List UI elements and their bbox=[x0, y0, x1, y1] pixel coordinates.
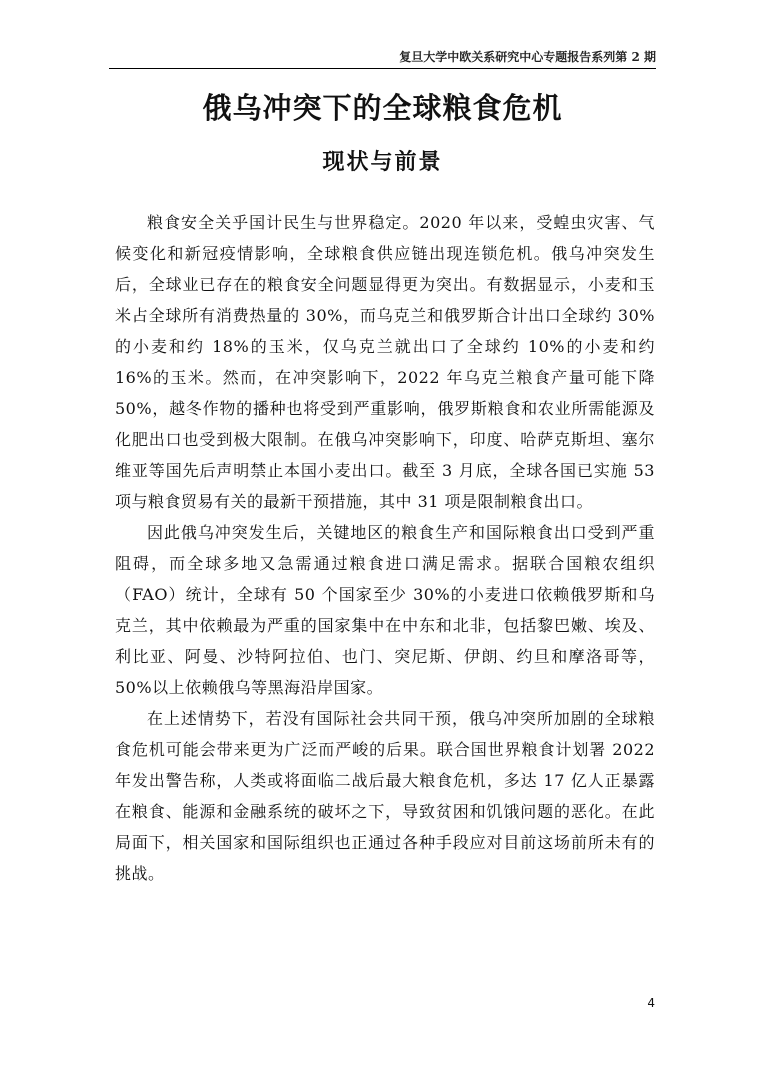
document-title: 俄乌冲突下的全球粮食危机 bbox=[202, 91, 563, 125]
body-paragraph: 在上述情势下，若没有国际社会共同干预，俄乌冲突所加剧的全球粮食危机可能会带来更为广泛而严峻的后果。联合国世界粮食计划署 2022 年发出警告称，人类或将面临二战后最大粮食危机，多达 17 亿人正暴露在粮食、能源和金融系统的破坏之下，导致贫困和饥饿问题的恶化。在此局面下，相关国家和国际组织也正通过各种手段应对目前这场前所未有的挑战。 bbox=[115, 709, 655, 883]
body-paragraph: 因此俄乌冲突发生后，关键地区的粮食生产和国际粮食出口受到严重阻碍，而全球多地又急需通过粮食进口满足需求。据联合国粮农组织（FAO）统计，全球有 50 个国家至少 30%的小麦进口依赖俄罗斯和乌克兰，其中依赖最为严重的国家集中在中东和北非，包括黎巴嫩、埃及、利比亚、阿曼、沙特阿拉伯、也门、突尼斯、伊朗、约旦和摩洛哥等，50%以上依赖俄乌等黑海沿岸国家。 bbox=[115, 523, 655, 697]
body-paragraph: 粮食安全关乎国计民生与世界稳定。2020 年以来，受蝗虫灾害、气候变化和新冠疫情影响，全球粮食供应链出现连锁危机。俄乌冲突发生后，全球业已存在的粮食安全问题显得更为突出。有数据显示，小麦和玉米占全球所有消费热量的 30%，而乌克兰和俄罗斯合计出口全球约 30%的小麦和约 18%的玉米，仅乌克兰就出口了全球约 10%的小麦和约 16%的玉米。然而，在冲突影响下，2022 年乌克兰粮食产量可能下降 50%，越冬作物的播种也将受到严重影响，俄罗斯粮食和农业所需能源及化肥出口也受到极大限制。在俄乌冲突影响下，印度、哈萨克斯坦、塞尔维亚等国先后声明禁止本国小麦出口。截至 3 月底，全球各国已实施 53 项与粮食贸易有关的最新干预措施，其中 31 项是限制粮食出口。 bbox=[115, 213, 655, 511]
document-body bbox=[115, 207, 655, 889]
document-subtitle: 现状与前景 bbox=[322, 149, 443, 175]
header-rule bbox=[109, 68, 656, 69]
running-header: 复旦大学中欧关系研究中心专题报告系列第 2 期 bbox=[399, 50, 656, 64]
page-number: 4 bbox=[647, 996, 655, 1010]
